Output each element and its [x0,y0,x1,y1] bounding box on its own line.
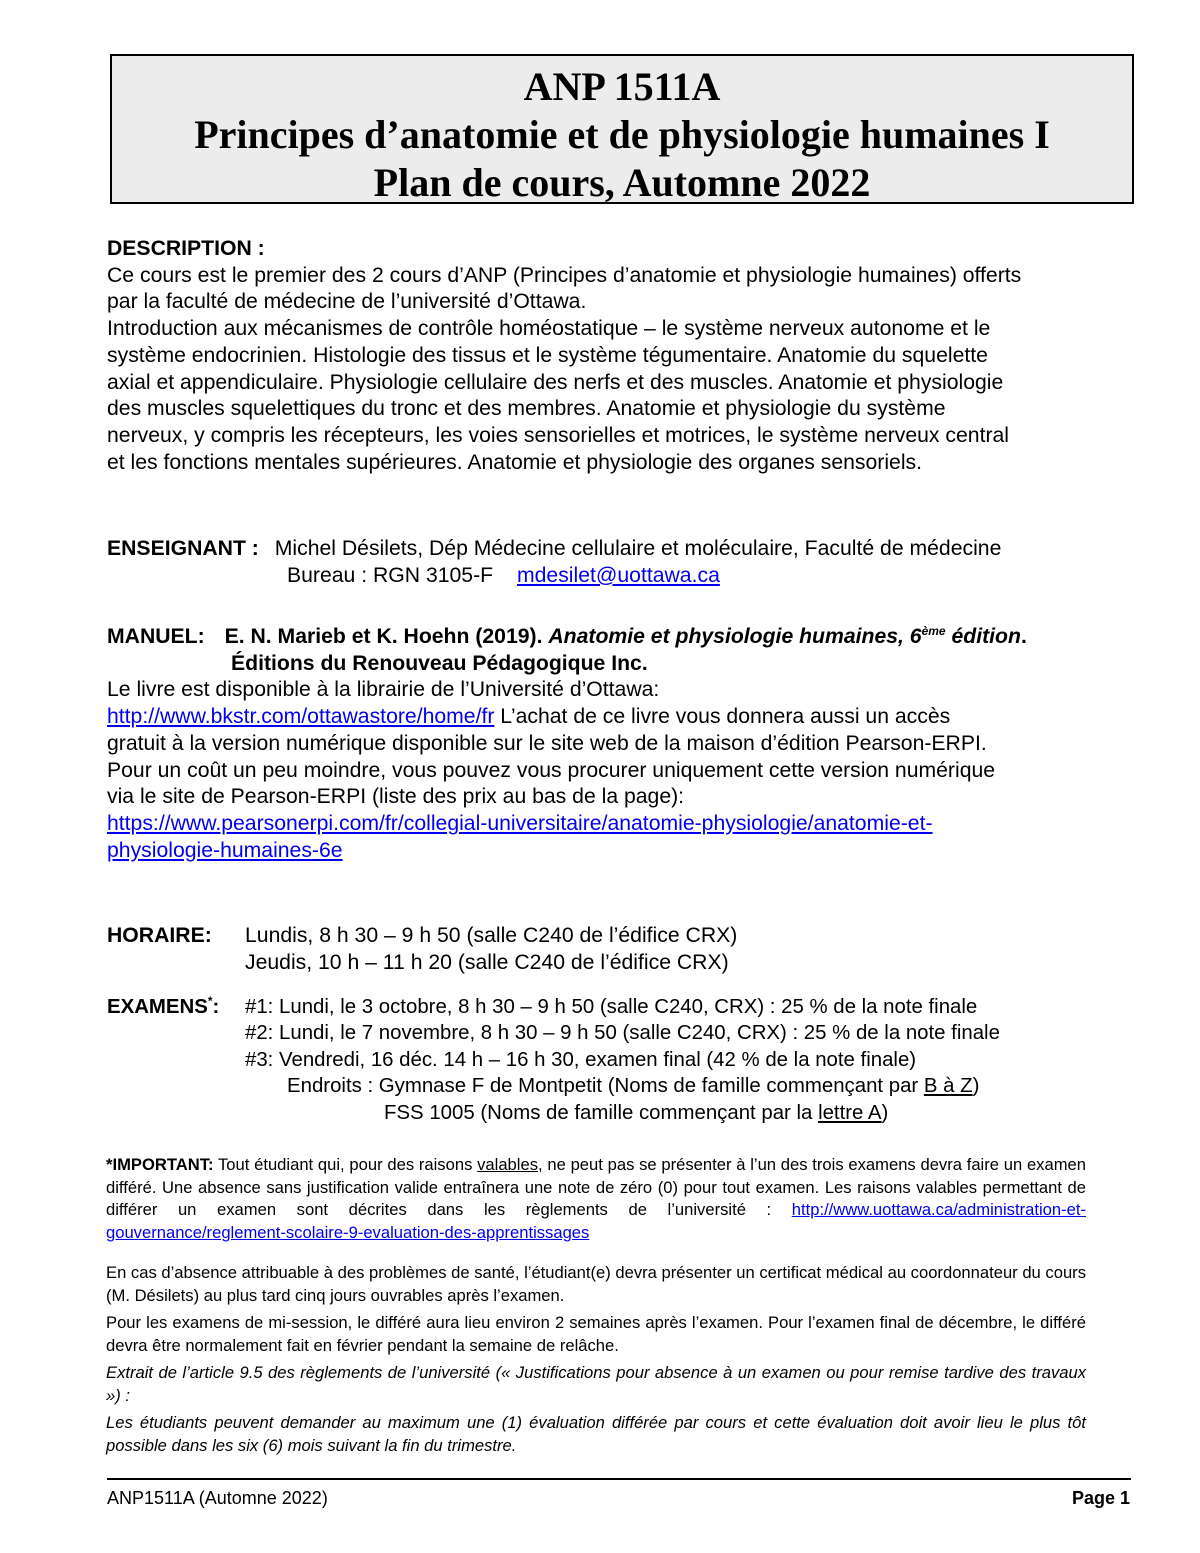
important-paragraph: *IMPORTANT: Tout étudiant qui, pour des raisons valables, ne peut pas se présenter à l’un des trois examens devra faire un examen différé. Une absence sans justification valide entraînera une note de zéro (0) pour tout examen. Les raisons valables permettant de différer un examen sont décrites dans les règlements de l’université : http://www.uottawa.ca/administration-et-gouvernance/reglement-scolaire-9-evaluation-des-apprentissages [106,1155,1086,1243]
description-line: des muscles squelettiques du tronc et des membres. Anatomie et physiologie du système [107,397,946,421]
description-label: DESCRIPTION : [107,237,265,260]
teacher-section [107,536,1001,589]
footer-divider [107,1478,1131,1480]
description-section [107,236,1021,476]
schedule-section [107,923,737,976]
description-line: Ce cours est le premier des 2 cours d’ANP (Principes d’anatomie et physiologie humaines) offerts [107,263,1022,287]
footer-course: ANP1511A (Automne 2022) [107,1488,328,1508]
description-line: et les fonctions mentales supérieures. Anatomie et physiologie des organes sensoriels. [107,450,923,474]
manual-store-after: L’achat de ce livre vous donnera aussi un accès [494,705,951,729]
exams-section: EXAMENS*: #1: Lundi, le 3 octobre, 8 h 30 – 9 h 50 (salle C240, CRX) : 25 % de la note finale #2: Lundi, le 7 novembre, 8 h 30 – 9 h 50 (salle C240, CRX) : 25 % de la note finale #3: Vendredi, 16 déc. 14 h – 16 h 30, examen final (42 % de la note finale) Endroits : Gymnase F de Montpetit (Noms de famille commençant par B à Z) FSS 1005 (Noms de famille commençant par la lettre A) [107,994,1000,1124]
exam-location-1: Endroits : Gymnase F de Montpetit (Noms de famille commençant par [287,1075,924,1098]
description-line: par la faculté de médecine de l’université d’Ottawa. [107,290,587,314]
course-plan: Plan de cours, Automne 2022 [373,160,871,205]
reglement-link[interactable]: http://www.uottawa.ca/administration-et-gouvernance/reglement-scolaire-9-evaluation-des-apprentissages [106,1200,1086,1243]
teacher-label: ENSEIGNANT : [107,537,259,560]
exam-1: #1: Lundi, le 3 octobre, 8 h 30 – 9 h 50 (salle C240, CRX) : 25 % de la note finale [245,996,978,1018]
manual-line: via le site de Pearson-ERPI (liste des prix au bas de la page): [107,785,685,809]
pearson-link[interactable]: https://www.pearsonerpi.com/fr/collegial-universitaire/anatomie-physiologie/anatomie-et- [107,811,933,835]
description-line: système endocrinien. Histologie des tissus et le système tégumentaire. Anatomie du squelette [107,343,988,367]
pearson-link-continued[interactable]: physiologie-humaines-6e [107,838,343,862]
exams-label: EXAMENS [107,996,208,1018]
manual-available: Le livre est disponible à la librairie de l’Université d’Ottawa: [107,678,660,702]
teacher-office: Bureau : RGN 3105-F [287,563,494,587]
manual-edition-sup: ème [921,623,946,638]
absence-paragraph: En cas d’absence attribuable à des problèmes de santé, l’étudiant(e) devra présenter un certificat médical au coordonnateur du cours (M. Désilets) au plus tard cinq jours ouvrables après l’examen. [106,1263,1086,1305]
rule-paragraph: Les étudiants peuvent demander au maximum une (1) évaluation différée par cours et cette évaluation doit avoir lieu le plus tôt possible dans les six (6) mois suivant la fin du trimestre. [106,1413,1086,1455]
schedule-line: Jeudis, 10 h – 11 h 20 (salle C240 de l’édifice CRX) [245,950,729,974]
course-name: Principes d’anatomie et de physiologie humaines I [194,112,1050,157]
manual-section: MANUEL: E. N. Marieb et K. Hoehn (2019). Anatomie et physiologie humaines, 6ème édition. Éditions du Renouveau Pédagogique Inc. Le livre est disponible à la librairie de l’Université d’Ottawa: http://www.bkstr.com/ottawastore/home/fr L’achat de ce livre vous donnera aussi un accès gratuit à la version numérique disponible sur le site web de la maison d’édition Pearson-ERPI. Pour un coût un peu moindre, vous pouvez vous procurer uniquement cette version numérique via le site de Pearson-ERPI (liste des prix au bas de la page): https://www.pearsonerpi.com/fr/collegial-universitaire/anatomie-physiologie/anatomie-et- physiologie-humaines-6e [107,623,1027,862]
title-box [110,54,1134,204]
schedule-line: Lundis, 8 h 30 – 9 h 50 (salle C240 de l’édifice CRX) [245,924,738,947]
description-line: axial et appendiculaire. Physiologie cellulaire des nerfs et des muscles. Anatomie et physiologie [107,370,1004,394]
page-number: Page 1 [1071,1488,1130,1508]
course-code: ANP 1511A [523,64,721,109]
description-line: nerveux, y compris les récepteurs, les voies sensorielles et motrices, le système nerveux central [107,423,1009,447]
exams-label-sup: * [207,994,213,1009]
exam-2: #2: Lundi, le 7 novembre, 8 h 30 – 9 h 50 (salle C240, CRX) : 25 % de la note finale [245,1022,1000,1045]
manual-publisher: Éditions du Renouveau Pédagogique Inc. [231,651,648,675]
manual-authors: E. N. Marieb et K. Hoehn (2019). [224,625,543,648]
manual-edition-word: édition [945,625,1021,648]
bookstore-link[interactable]: http://www.bkstr.com/ottawastore/home/fr [107,705,495,729]
manual-book-title: Anatomie et physiologie humaines, 6 [548,625,922,648]
deferred-paragraph: Pour les examens de mi-session, le différé aura lieu environ 2 semaines après l’examen. Pour l’examen final de décembre, le différé devra être normalement fait en février pendant la semaine de relâche. [106,1313,1086,1355]
extract-paragraph: Extrait de l’article 9.5 des règlements de l’université (« Justifications pour absence à un examen ou pour remise tardive des travaux ») : [106,1363,1086,1405]
manual-line: gratuit à la version numérique disponible sur le site web de la maison d’édition Pearson-ERPI. [107,731,987,755]
teacher-name: Michel Désilets, Dép Médecine cellulaire et moléculaire, Faculté de médecine [274,537,1002,560]
schedule-label: HORAIRE: [107,924,212,947]
exam-location-2: FSS 1005 (Noms de famille commençant par la [384,1101,819,1124]
manual-label: MANUEL: [107,625,205,648]
important-label: *IMPORTANT: [106,1155,214,1174]
exam-3: #3: Vendredi, 16 déc. 14 h – 16 h 30, examen final (42 % de la note finale) [245,1048,917,1071]
teacher-email-link[interactable]: mdesilet@uottawa.ca [516,563,720,587]
description-line: Introduction aux mécanismes de contrôle homéostatique – le système nerveux autonome et le [107,317,991,341]
manual-line: Pour un coût un peu moindre, vous pouvez vous procurer uniquement cette version numérique [107,758,996,782]
